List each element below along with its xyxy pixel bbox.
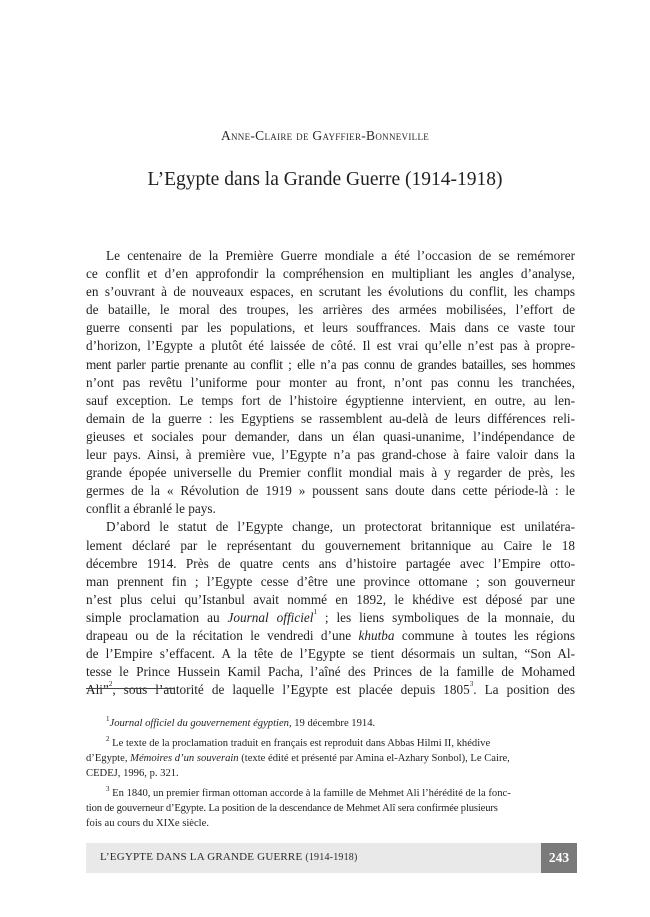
text-line [86,609,575,627]
footnotes [86,716,575,836]
text-run: d’Egypte, [86,753,131,764]
text-line: n’est plus celui qu’Istanbul avait nommé en 1892, le khédive est déposé par une [86,591,575,607]
text-line: ce conflit et d’en approfondir la compréhension en multipliant les angles d’analyse, [86,266,575,282]
page-number: 243 [541,843,577,873]
text-run: En 1840, un premier firman ottoman accorde à la famille de Mehmet Ali l’hérédité de la fonc- [112,788,511,799]
text-line: grande épopée universelle du Premier conflit mondial mais à y regarder de près, les [86,465,575,481]
footnote-2 [86,736,575,781]
footnote-1 [86,716,575,731]
text-line [86,627,575,645]
footnote-line [86,751,575,766]
text-line [86,681,575,699]
journal-officiel-italic: Journal officiel [227,609,314,625]
author-name: Anne-Claire de Gayffier-Bonneville [220,128,430,143]
text-line: décembre 1914. Près de quatre cents ans d’histoire partagée avec l’Empire otto- [86,555,575,571]
text-line: Le centenaire de la Première Guerre mondiale a été l’occasion de se remémorer [106,248,575,263]
text-line: gieuses et sociales pour demander, dans un élan quasi-unanime, l’indépendance de [86,428,575,444]
text-line: germes de la « Révolution de 1919 » poussent sans doute dans cette période-là : le [86,483,575,499]
body-text [86,247,575,699]
text-run: , sous l’autorité de laquelle l’Egypte est placée depuis 1805 [112,682,470,698]
footnote-line: fois au cours du XIXe siècle. [86,818,209,829]
text-line: leur pays. Ainsi, à première vue, l’Egypte n’a pas grand-chose à faire valoir dans la [86,447,575,463]
text-run: drapeau ou de la récitation le vendredi d’une [86,627,359,643]
footnote-line: tion de gouverneur d’Egypte. La position de la descendance de Mehmet Alî sera confirmée plusieurs [86,803,498,814]
text-run: , 19 décembre 1914. [288,718,376,729]
text-line: ment parler partie prenante au conflit ; elle n’a pas connu de grandes batailles, ses hommes [86,356,575,372]
paragraph-1 [86,247,575,518]
text-run: ; les liens symboliques de la monnaie, du [316,609,575,625]
footnote-number: 1 [106,715,110,723]
text-run: Le texte de la proclamation traduit en français est reproduit dans Abbas Hilmi II, khédive [112,738,491,749]
footnote-italic: Mémoires d’un souverain [130,753,239,764]
footnote-3 [86,786,575,831]
article-title: L’Egypte dans la Grande Guerre (1914-1918) [147,169,503,190]
text-line: sauf exception. Le temps fort de l’histoire égyptienne intervient, en outre, au len- [86,392,575,408]
footnote-ref-2[interactable]: 2 [108,680,113,689]
text-line: man prennent fin ; l’Egypte cesse d’être une province ottomane ; son gouverneur [86,573,575,589]
footnote-number: 3 [106,785,110,793]
footnote-line [86,716,575,731]
text-line: demain de la guerre : les Egyptiens se rassemblent au-delà de leurs différences reli- [86,410,575,426]
text-run: Ali” [86,682,109,698]
text-line: tesse le Prince Hussein Kamil Pacha, l’aîné des Princes de la famille de Mohamed [86,664,575,680]
running-title [100,851,358,863]
running-title-years: (1914-1918) [305,852,358,863]
text-line: lement déclaré par le représentant du gouvernement britannique au Caire le 18 [86,537,575,553]
text-line: conflit a ébranlé le pays. [86,501,216,517]
footnote-line [86,786,575,801]
footnote-line: CEDEJ, 1996, p. 321. [86,768,179,779]
khutba-italic: khutba [358,627,395,643]
footnote-line [86,736,575,751]
footnote-ref-1[interactable]: 1 [313,607,317,616]
text-line: de l’Empire s’effacent. A la tête de l’Egypte se tient désormais un sultan, “Son Al- [86,646,575,662]
text-line: guerre consenti par les populations, et leurs souffrances. Mais dans ce vaste tour [86,320,575,336]
text-line: n’ont pas revêtu l’uniforme pour monter au front, n’ont pas connu les tranchées, [86,374,575,390]
footnote-italic: Journal officiel du gouvernement égyptien [109,718,289,729]
text-line: en s’ouvrant à de nouveaux espaces, en scrutant les évolutions du conflit, les champs [86,284,575,300]
paragraph-2 [86,518,575,699]
text-line: d’horizon, l’Egypte a plutôt été laissée de côté. Il est vrai qu’elle n’est pas à propre- [86,338,575,354]
text-run: (texte édité et présenté par Amina el-Azhary Sonbol), Le Caire, [238,753,510,764]
text-run: . La position des [473,682,575,698]
footnote-number: 2 [106,735,110,743]
running-title-text: L’EGYPTE DANS LA GRANDE GUERRE [100,851,303,863]
footnote-divider [86,688,174,689]
text-run: commune à toutes les régions [394,627,575,643]
text-run: simple proclamation au [86,609,228,625]
footnote-ref-3[interactable]: 3 [469,680,474,689]
text-line: de bataille, le moral des troupes, les arrières des armées mobilisées, l’effort de [86,302,575,318]
text-line: D’abord le statut de l’Egypte change, un protectorat britannique est unilatéra- [106,519,575,535]
